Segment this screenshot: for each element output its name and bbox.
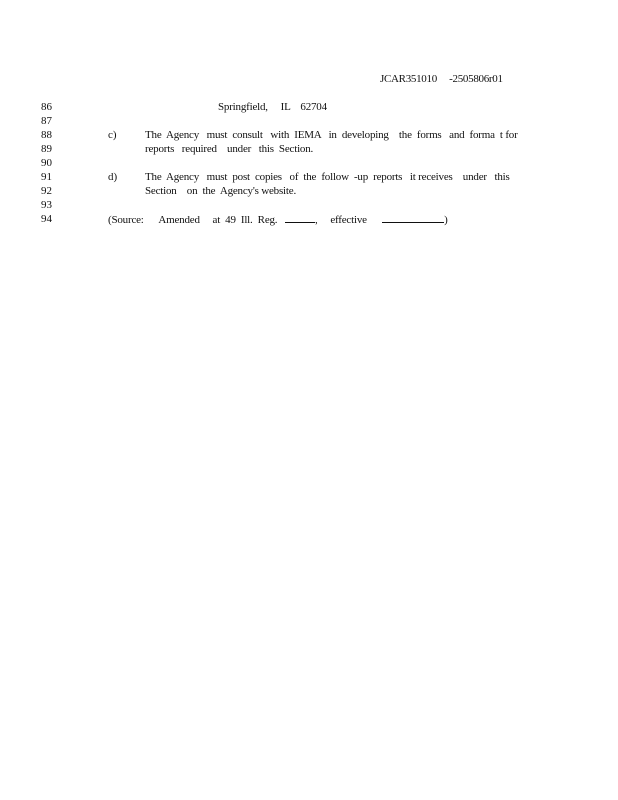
line-number: 88 bbox=[41, 129, 52, 141]
address-state: IL bbox=[280, 101, 291, 113]
line-number: 90 bbox=[41, 157, 52, 169]
line-number: 91 bbox=[41, 171, 52, 183]
source-effective: effective bbox=[330, 214, 367, 226]
line-number: 86 bbox=[41, 101, 52, 113]
item-c-line2: reports required under this Section. bbox=[145, 143, 314, 155]
line-number: 87 bbox=[41, 115, 52, 127]
source-reg: at 49 Ill. Reg. bbox=[212, 214, 278, 226]
revision-code: -2505806r01 bbox=[449, 73, 503, 85]
item-d-line1: The Agency must post copies of the follow -up reports it receives under this bbox=[145, 171, 510, 183]
item-d-line2: Section on the Agency's website. bbox=[145, 185, 296, 197]
line-number: 94 bbox=[41, 213, 52, 225]
source-close: ) bbox=[444, 214, 448, 226]
address-city: Springfield, bbox=[218, 101, 268, 113]
source-note bbox=[108, 213, 448, 227]
document-header bbox=[380, 73, 503, 85]
line-number: 93 bbox=[41, 199, 52, 211]
item-d-label: d) bbox=[108, 171, 118, 183]
source-comma: , bbox=[315, 214, 318, 226]
line-number: 92 bbox=[41, 185, 52, 197]
source-open: (Source: bbox=[108, 214, 144, 226]
doc-id: JCAR351010 bbox=[380, 73, 437, 85]
item-c-line1: The Agency must consult with IEMA in developing the forms and forma t for bbox=[145, 129, 518, 141]
address-line bbox=[218, 101, 327, 114]
address-zip: 62704 bbox=[300, 101, 327, 113]
item-c-label: c) bbox=[108, 129, 117, 141]
register-blank bbox=[285, 213, 315, 223]
line-number: 89 bbox=[41, 143, 52, 155]
source-amended: Amended bbox=[158, 214, 200, 226]
effective-date-blank bbox=[382, 213, 444, 223]
